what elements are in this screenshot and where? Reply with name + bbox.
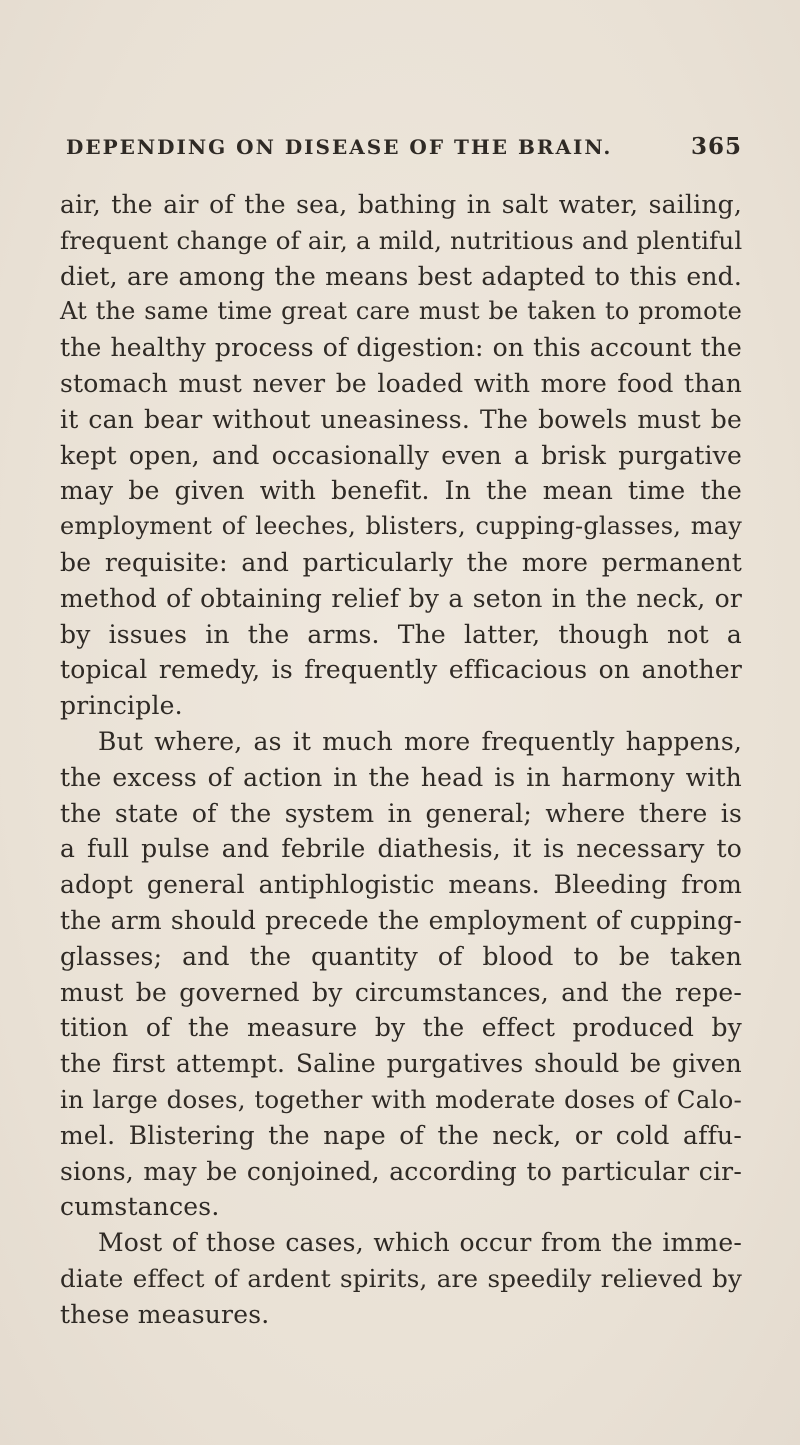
text-line: stomach must never be loaded with more food than	[60, 368, 742, 398]
text-line: topical remedy, is frequently efficacious on another	[60, 655, 742, 685]
text-line: the first attempt. Saline purgatives should be given	[60, 1049, 742, 1079]
running-header	[66, 133, 742, 173]
page-number: 365	[690, 133, 742, 160]
text-line: At the same time great care must be taken to promote	[60, 297, 742, 326]
text-line: these measures.	[60, 1299, 270, 1329]
text-line: adopt general antiphlogistic means. Bleeding from	[60, 870, 742, 900]
text-line: must be governed by circumstances, and the repe-	[60, 977, 742, 1007]
text-line: it can bear without uneasiness. The bowels must be	[60, 404, 742, 434]
text-line: mel. Blistering the nape of the neck, or cold affu-	[60, 1120, 742, 1150]
text-line: Most of those cases, which occur from the imme-	[98, 1228, 742, 1258]
running-title: DEPENDING ON DISEASE OF THE BRAIN.	[66, 135, 613, 159]
text-line: But where, as it much more frequently happens,	[98, 726, 742, 756]
text-line: a full pulse and febrile diathesis, it is necessary to	[60, 834, 742, 864]
text-line: be requisite: and particularly the more permanent	[60, 547, 742, 577]
text-line: sions, may be conjoined, according to particular cir-	[60, 1156, 742, 1186]
text-line: air, the air of the sea, bathing in salt water, sailing,	[60, 190, 742, 219]
text-line: diet, are among the means best adapted to this end.	[60, 261, 742, 291]
text-line: by issues in the arms. The latter, though not a	[60, 619, 742, 649]
text-line: frequent change of air, a mild, nutritious and plentiful	[60, 225, 743, 255]
text-line: the excess of action in the head is in harmony with	[60, 762, 742, 792]
text-line: the arm should precede the employment of cupping-	[60, 905, 742, 935]
text-line: diate effect of ardent spirits, are speedily relieved by	[60, 1263, 742, 1293]
text-line: employment of leeches, blisters, cupping-glasses, may	[60, 512, 742, 541]
text-line: the state of the system in general; where there is	[60, 798, 742, 828]
body-text	[60, 187, 742, 1333]
text-line: method of obtaining relief by a seton in the neck, or	[60, 583, 742, 613]
text-line: the healthy process of digestion: on this account the	[60, 333, 742, 363]
text-line: in large doses, together with moderate doses of Calo-	[60, 1084, 742, 1114]
text-line: cumstances.	[60, 1192, 220, 1222]
text-line: tition of the measure by the effect produced by	[60, 1013, 742, 1043]
text-line: may be given with benefit. In the mean time the	[60, 476, 742, 506]
text-line: kept open, and occasionally even a brisk purgative	[60, 440, 742, 470]
text-line: principle.	[60, 691, 183, 721]
text-line: glasses; and the quantity of blood to be taken	[60, 941, 742, 971]
